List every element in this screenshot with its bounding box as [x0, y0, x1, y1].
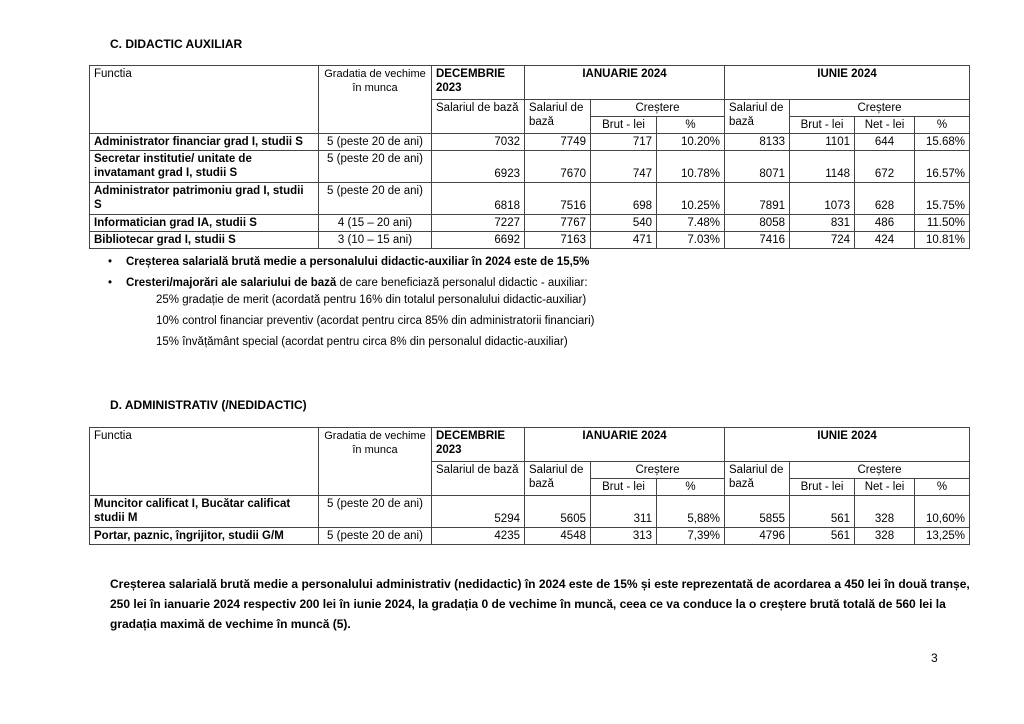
cell-iun-brut: 1101 — [790, 134, 855, 151]
cell-iun-sal: 8071 — [725, 151, 790, 183]
table-row — [90, 183, 970, 215]
header-pct-iun: % — [915, 479, 970, 496]
cell-iun-net: 628 — [855, 183, 915, 215]
bullet-text: de care beneficiază personalul didactic - auxiliar: — [336, 277, 588, 289]
cell-ian-sal: 7767 — [525, 215, 591, 232]
cell-iun-brut: 561 — [790, 528, 855, 545]
cell-functia: Muncitor calificat I, Bucătar calificat studii M — [90, 496, 319, 528]
list-item: 15% învățământ special (acordat pentru circa 8% din personalul didactic-auxiliar) — [156, 336, 568, 348]
header-pct-ian: % — [657, 117, 725, 134]
bullet-text-bold: Cresteri/majorări ale salariului de bază — [126, 277, 337, 289]
header-crestere-ian: Creștere — [591, 462, 725, 479]
header-salariul-ian: Salariul de bază — [525, 462, 591, 496]
cell-ian-pct: 5,88% — [657, 496, 725, 528]
cell-ian-sal: 7163 — [525, 232, 591, 249]
cell-iun-pct: 10.81% — [915, 232, 970, 249]
header-brut-ian: Brut - lei — [591, 117, 657, 134]
cell-iun-pct: 10,60% — [915, 496, 970, 528]
header-iunie: IUNIE 2024 — [725, 428, 970, 462]
table-didactic-auxiliar — [89, 65, 970, 249]
cell-iun-sal: 8133 — [725, 134, 790, 151]
cell-iun-net: 328 — [855, 496, 915, 528]
cell-ian-pct: 7,39% — [657, 528, 725, 545]
table-row — [90, 528, 970, 545]
header-salariul-dec: Salariul de bază — [432, 100, 525, 134]
cell-ian-brut: 717 — [591, 134, 657, 151]
cell-functia: Portar, paznic, îngrijitor, studii G/M — [90, 528, 319, 545]
header-net-iun: Net - lei — [855, 479, 915, 496]
cell-functia: Bibliotecar grad I, studii S — [90, 232, 319, 249]
cell-dec: 5294 — [432, 496, 525, 528]
table-row — [90, 496, 970, 528]
cell-gradatia: 4 (15 – 20 ani) — [319, 215, 432, 232]
section-c-title: C. DIDACTIC AUXILIAR — [110, 37, 243, 51]
table-row — [90, 151, 970, 183]
list-item: 25% gradație de merit (acordată pentru 16% din totalul personalului didactic-auxiliar) — [156, 294, 587, 306]
sub-items — [156, 293, 594, 356]
cell-ian-sal: 7670 — [525, 151, 591, 183]
cell-ian-brut: 471 — [591, 232, 657, 249]
cell-gradatia: 5 (peste 20 de ani) — [319, 151, 432, 183]
cell-gradatia: 5 (peste 20 de ani) — [319, 183, 432, 215]
cell-iun-sal: 8058 — [725, 215, 790, 232]
table-row — [90, 134, 970, 151]
header-net-iun: Net - lei — [855, 117, 915, 134]
cell-iun-pct: 13,25% — [915, 528, 970, 545]
header-ianuarie: IANUARIE 2024 — [525, 428, 725, 462]
header-pct-iun: % — [915, 117, 970, 134]
cell-dec: 6692 — [432, 232, 525, 249]
table-administrativ — [89, 427, 970, 545]
header-crestere-iun: Creștere — [790, 100, 970, 117]
cell-ian-sal: 7749 — [525, 134, 591, 151]
cell-iun-brut: 724 — [790, 232, 855, 249]
cell-dec: 6818 — [432, 183, 525, 215]
cell-functia: Administrator financiar grad I, studii S — [90, 134, 319, 151]
cell-ian-sal: 5605 — [525, 496, 591, 528]
cell-iun-brut: 1148 — [790, 151, 855, 183]
cell-ian-brut: 698 — [591, 183, 657, 215]
cell-ian-pct: 7.48% — [657, 215, 725, 232]
cell-functia: Administrator patrimoniu grad I, studii S — [90, 183, 319, 215]
cell-ian-brut: 540 — [591, 215, 657, 232]
cell-gradatia: 5 (peste 20 de ani) — [319, 134, 432, 151]
list-item — [108, 275, 589, 291]
bullet-dot-icon: • — [108, 256, 113, 268]
list-item: 10% control financiar preventiv (acordat pentru circa 85% din administratorii financiari) — [156, 315, 595, 327]
cell-iun-pct: 15.75% — [915, 183, 970, 215]
cell-gradatia: 5 (peste 20 de ani) — [319, 528, 432, 545]
header-iunie: IUNIE 2024 — [725, 66, 970, 100]
cell-iun-net: 644 — [855, 134, 915, 151]
cell-ian-brut: 313 — [591, 528, 657, 545]
table-row — [90, 232, 970, 249]
cell-dec: 7032 — [432, 134, 525, 151]
header-ianuarie: IANUARIE 2024 — [525, 66, 725, 100]
cell-ian-pct: 10.78% — [657, 151, 725, 183]
cell-iun-brut: 561 — [790, 496, 855, 528]
cell-iun-sal: 7891 — [725, 183, 790, 215]
bullet-text: Creșterea salarială brută medie a personalului didactic-auxiliar în 2024 este de 15,5% — [126, 256, 590, 268]
bullet-dot-icon: • — [108, 277, 113, 289]
header-brut-iun: Brut - lei — [790, 117, 855, 134]
cell-ian-sal: 4548 — [525, 528, 591, 545]
cell-iun-sal: 5855 — [725, 496, 790, 528]
cell-dec: 4235 — [432, 528, 525, 545]
cell-iun-pct: 15.68% — [915, 134, 970, 151]
cell-functia: Secretar institutie/ unitate de invatamant grad I, studii S — [90, 151, 319, 183]
cell-iun-net: 328 — [855, 528, 915, 545]
cell-ian-pct: 10.25% — [657, 183, 725, 215]
header-gradatia: Gradatia de vechime în munca — [319, 66, 432, 134]
section-d-title: D. ADMINISTRATIV (/NEDIDACTIC) — [110, 398, 307, 412]
cell-iun-brut: 831 — [790, 215, 855, 232]
header-gradatia: Gradatia de vechime în munca — [319, 428, 432, 496]
cell-dec: 7227 — [432, 215, 525, 232]
page-number: 3 — [931, 651, 938, 665]
cell-iun-sal: 7416 — [725, 232, 790, 249]
cell-dec: 6923 — [432, 151, 525, 183]
summary-paragraph: Creșterea salarială brută medie a personalului administrativ (nedidactic) în 2024 este de 15% și este reprezentată de acordarea a 450 lei în două tranșe, 250 lei în ianuarie 2024 respectiv 200 lei în iunie 2024, la gradația 0 de vechime în muncă, ceea ce va conduce la o creștere brută totală de 560 lei la gradația maximă de vechime în muncă (5). — [110, 577, 970, 631]
cell-ian-pct: 7.03% — [657, 232, 725, 249]
cell-gradatia: 5 (peste 20 de ani) — [319, 496, 432, 528]
cell-iun-net: 486 — [855, 215, 915, 232]
header-crestere-ian: Creștere — [591, 100, 725, 117]
cell-ian-sal: 7516 — [525, 183, 591, 215]
cell-functia: Informatician grad IA, studii S — [90, 215, 319, 232]
cell-iun-sal: 4796 — [725, 528, 790, 545]
table-row — [90, 215, 970, 232]
cell-iun-net: 424 — [855, 232, 915, 249]
header-salariul-dec: Salariul de bază — [432, 462, 525, 496]
bullet-list — [108, 254, 589, 296]
header-salariul-ian: Salariul de bază — [525, 100, 591, 134]
cell-iun-pct: 11.50% — [915, 215, 970, 232]
cell-ian-brut: 747 — [591, 151, 657, 183]
list-item — [108, 254, 589, 270]
cell-ian-pct: 10.20% — [657, 134, 725, 151]
cell-iun-pct: 16.57% — [915, 151, 970, 183]
header-brut-iun: Brut - lei — [790, 479, 855, 496]
cell-iun-net: 672 — [855, 151, 915, 183]
cell-gradatia: 3 (10 – 15 ani) — [319, 232, 432, 249]
header-decembrie: DECEMBRIE 2023 — [432, 66, 525, 100]
header-pct-ian: % — [657, 479, 725, 496]
header-functia: Functia — [90, 428, 319, 496]
cell-iun-brut: 1073 — [790, 183, 855, 215]
header-crestere-iun: Creștere — [790, 462, 970, 479]
header-salariul-iun: Salariul de bază — [725, 462, 790, 496]
header-decembrie: DECEMBRIE 2023 — [432, 428, 525, 462]
header-salariul-iun: Salariul de bază — [725, 100, 790, 134]
header-functia: Functia — [90, 66, 319, 134]
header-brut-ian: Brut - lei — [591, 479, 657, 496]
cell-ian-brut: 311 — [591, 496, 657, 528]
